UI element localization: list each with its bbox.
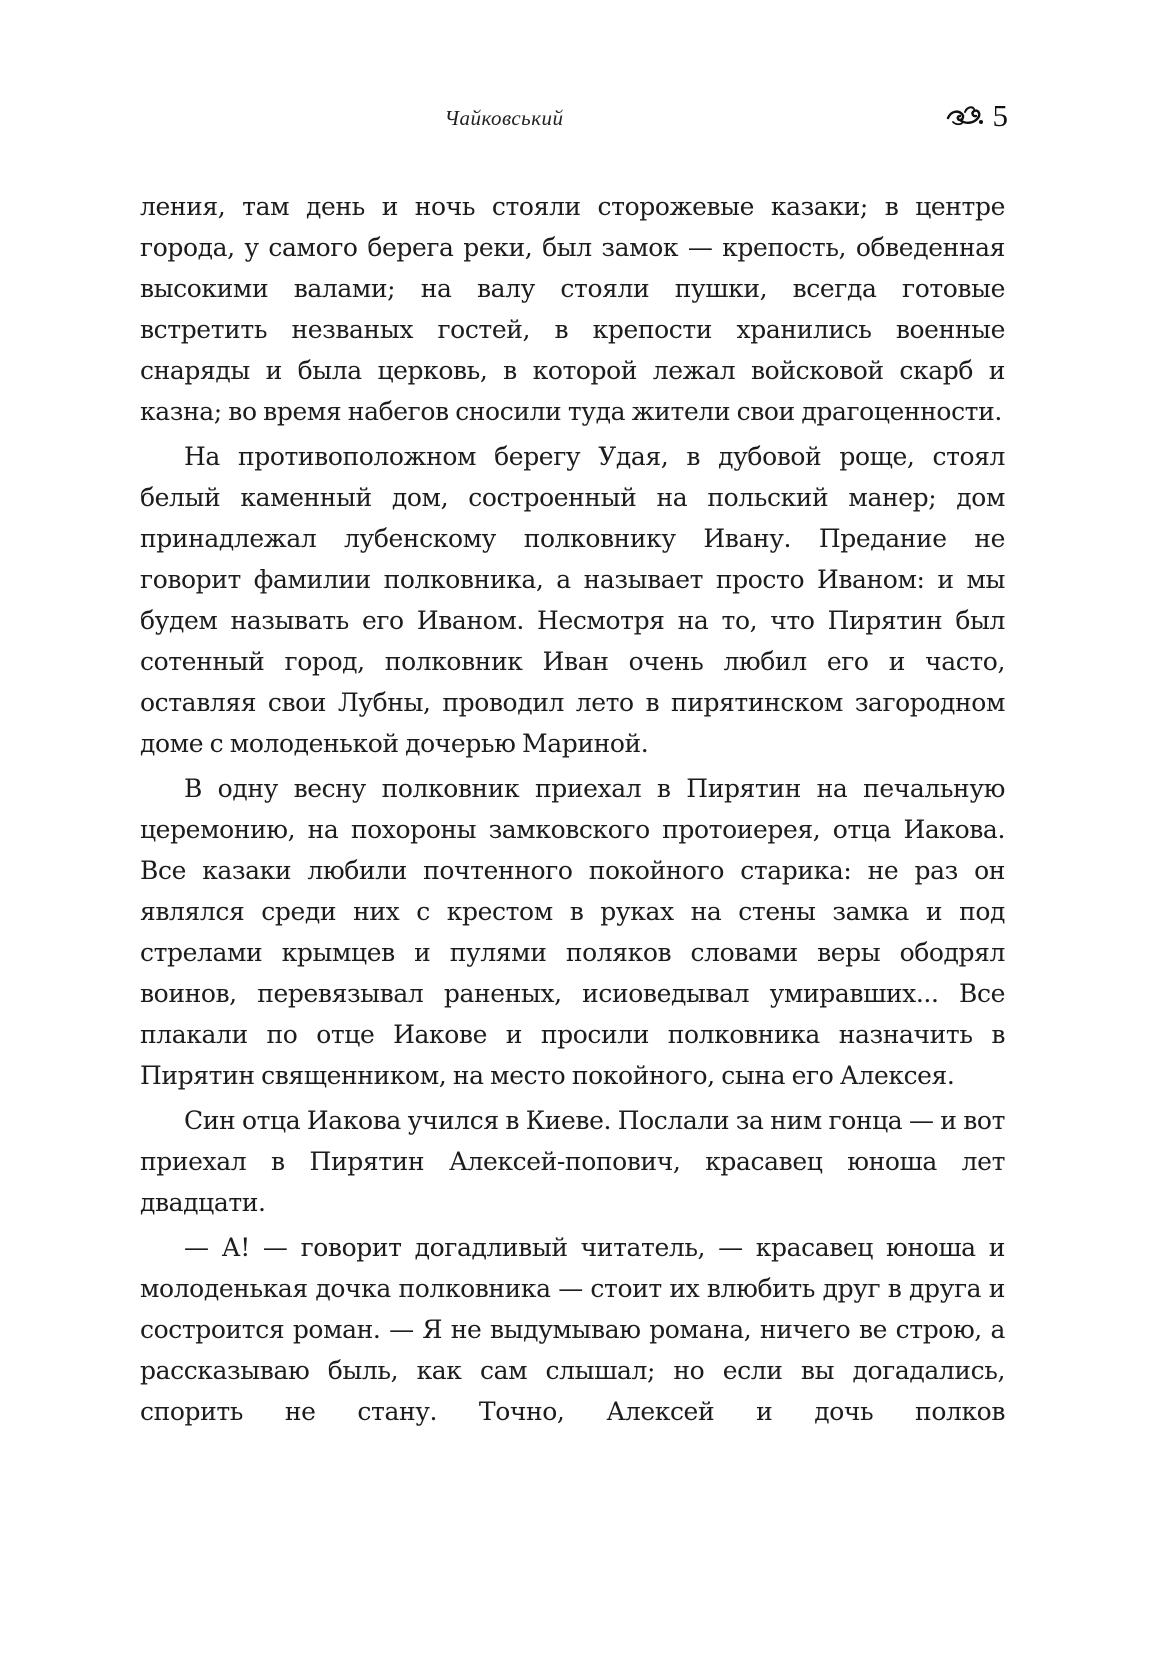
paragraph-2: На противоположном берегу Удая, в дубовой роще, стоял белый каменный дом, состроенный на польский манер; дом принадлежал лубенскому полковнику Ивану. Предание не говорит фамилии полковника, а называет просто Иваном: и мы будем называть его Иваном. Несмотря на то, что Пирятин был сотенный город, полковник Иван очень любил его и часто, оставляя свои Лубны, проводил лето в пирятинском загородном доме с молоденькой дочерью Мариной. [140,442,1005,758]
fleuron-ornament-icon [945,103,985,129]
running-header [140,100,1008,140]
running-title: Чайковський [444,106,564,130]
page-number-group [945,96,1009,136]
body-text [140,186,1005,1436]
paragraph-4: Син отца Иакова учился в Киеве. Послали за ним гонца — и вот приехал в Пирятин Алексей-попович, красавец юноша лет двадцати. [140,1106,1005,1217]
paragraph-1: ления, там день и ночь стояли сторожевые казаки; в центре города, у самого берега реки, был замок — крепость, обведенная высокими валами; на валу стояли пушки, всегда готовые встретить незваных гостей, в крепости хранились военные снаряды и была церковь, в которой лежал войсковой скарб и казна; во время набегов сносили туда жители свои драгоценности. [140,192,1005,426]
paragraph-5: — А! — говорит догадливый читатель, — красавец юноша и молоденькая дочка полковника — стоит их влюбить друг в друга и состроится роман. — Я не выдумываю романа, ничего ве строю, а рассказываю быль, как сам слышал; но если вы догадались, спорить не стану. Точно, Алексей и дочь полков [140,1233,1005,1426]
paragraph-3: В одну весну полковник приехал в Пирятин на печальную церемонию, на похороны замковского протоиерея, отца Иакова. Все казаки любили почтенного покойного старика: не раз он являлся среди них с крестом в руках на стены замка и под стрелами крымцев и пулями поляков словами веры ободрял воинов, перевязывал раненых, исиоведывал умиравших... Все плакали по отце Иакове и просили полковника назначить в Пирятин священником, на место покойного, сына его Алексея. [140,774,1005,1090]
page-number: 5 [992,98,1008,133]
